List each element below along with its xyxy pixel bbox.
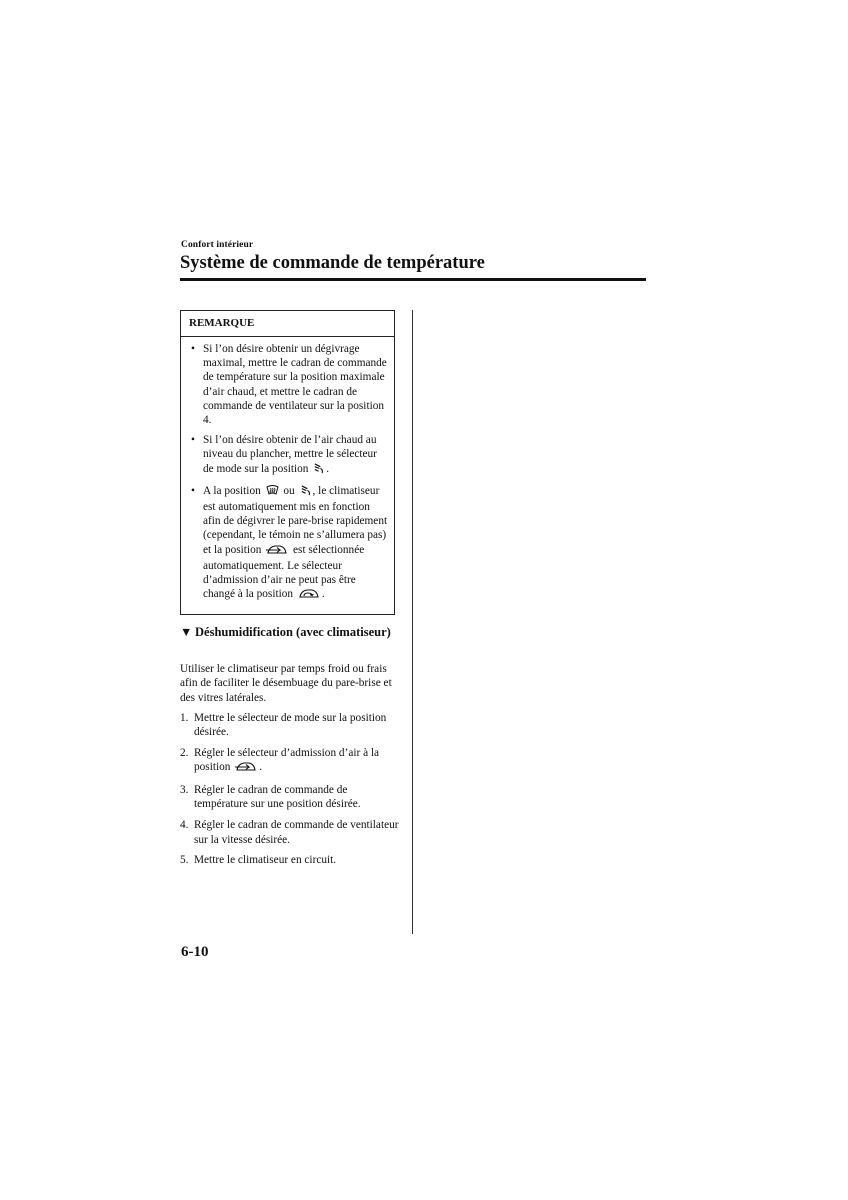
- note-item-text: est sélectionnée automatiquement. Le sélecteur d’admission d’air ne peut pas être changé à la position: [203, 543, 365, 601]
- step-number: 3.: [180, 784, 189, 797]
- note-item-text: Si l’on désire obtenir un dégivrage maximal, mettre le cadran de commande de température sur la position maximale d’air chaud, et mettre le cadran de commande de ventilateur sur la position 4.: [203, 343, 387, 427]
- note-item-text: Si l’on désire obtenir de l’air chaud au niveau du plancher, mettre le sélecteur de mode sur la position: [203, 434, 377, 475]
- subsection-heading-text: Déshumidification (avec climatiseur): [195, 625, 391, 639]
- note-item: [191, 342, 388, 427]
- list-item: [180, 746, 400, 777]
- step-text: Régler le cadran de commande de ventilateur sur la vitesse désirée.: [194, 819, 399, 846]
- note-heading: REMARQUE: [181, 311, 394, 337]
- intro-paragraph: Utiliser le climatiseur par temps froid ou frais afin de faciliter le désembuage du pare-brise et des vitres latérales.: [180, 663, 392, 704]
- list-item: [180, 818, 400, 847]
- note-box: [180, 310, 395, 615]
- floor-defrost-icon: [313, 463, 324, 478]
- bullet: •: [191, 484, 195, 497]
- bullet: •: [191, 343, 195, 355]
- step-text: Mettre le sélecteur de mode sur la position désirée.: [194, 712, 387, 739]
- note-item-text: A la position: [203, 484, 261, 497]
- steps-list: [180, 711, 400, 874]
- windshield-defrost-icon: [266, 485, 279, 500]
- step-number: 1.: [180, 712, 189, 724]
- list-item: [180, 783, 400, 812]
- fresh-air-icon: [235, 761, 257, 776]
- note-list: [181, 337, 394, 603]
- section-label: Confort intérieur: [181, 240, 254, 250]
- title-rule: [180, 278, 646, 281]
- note-item-suffix: .: [326, 462, 330, 475]
- subsection-heading: [180, 625, 400, 640]
- list-item: [180, 853, 400, 867]
- note-item: [191, 433, 388, 478]
- note-item-text: , le climatiseur est automatiquement mis en fonction afin de dégivrer le pare-brise rapidement (cependant, le témoin ne s’allumera pas) et la position: [203, 484, 388, 556]
- column-divider: [412, 310, 413, 934]
- step-text: Mettre le climatiseur en circuit.: [194, 854, 337, 867]
- floor-defrost-icon: [300, 485, 311, 500]
- fresh-air-icon: [266, 544, 288, 559]
- step-number: 4.: [180, 819, 189, 832]
- note-item-text: ou: [283, 484, 295, 497]
- step-suffix: .: [259, 761, 263, 774]
- section-marker: ▼: [180, 625, 193, 639]
- bullet: •: [191, 434, 195, 447]
- list-item: [180, 711, 400, 740]
- step-text: Régler le cadran de commande de température sur une position désirée.: [194, 784, 361, 811]
- page-number: 6-10: [181, 944, 209, 960]
- note-item-text: .: [321, 588, 325, 601]
- note-item: [191, 484, 388, 604]
- recirculation-icon: [298, 588, 320, 603]
- step-number: 5.: [180, 854, 189, 867]
- page-title: Système de commande de température: [180, 253, 485, 273]
- step-number: 2.: [180, 747, 189, 760]
- step-text: Régler le sélecteur d’admission d’air à la position: [194, 747, 380, 774]
